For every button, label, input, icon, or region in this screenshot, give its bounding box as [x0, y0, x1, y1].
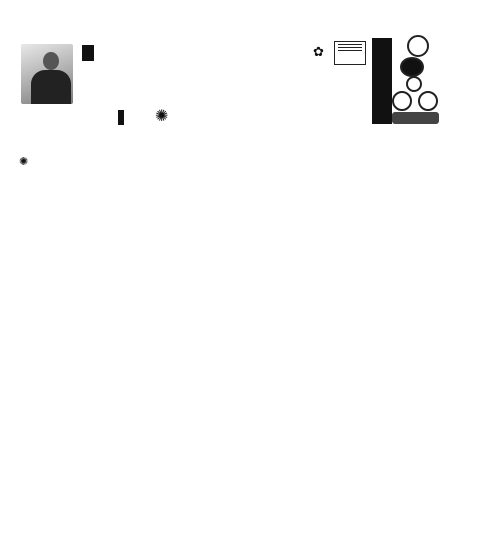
navigator-icon: ✿ [313, 44, 324, 59]
vision-icon: ✺ [155, 108, 169, 125]
brainstorm-icon: ✺ [19, 156, 29, 168]
